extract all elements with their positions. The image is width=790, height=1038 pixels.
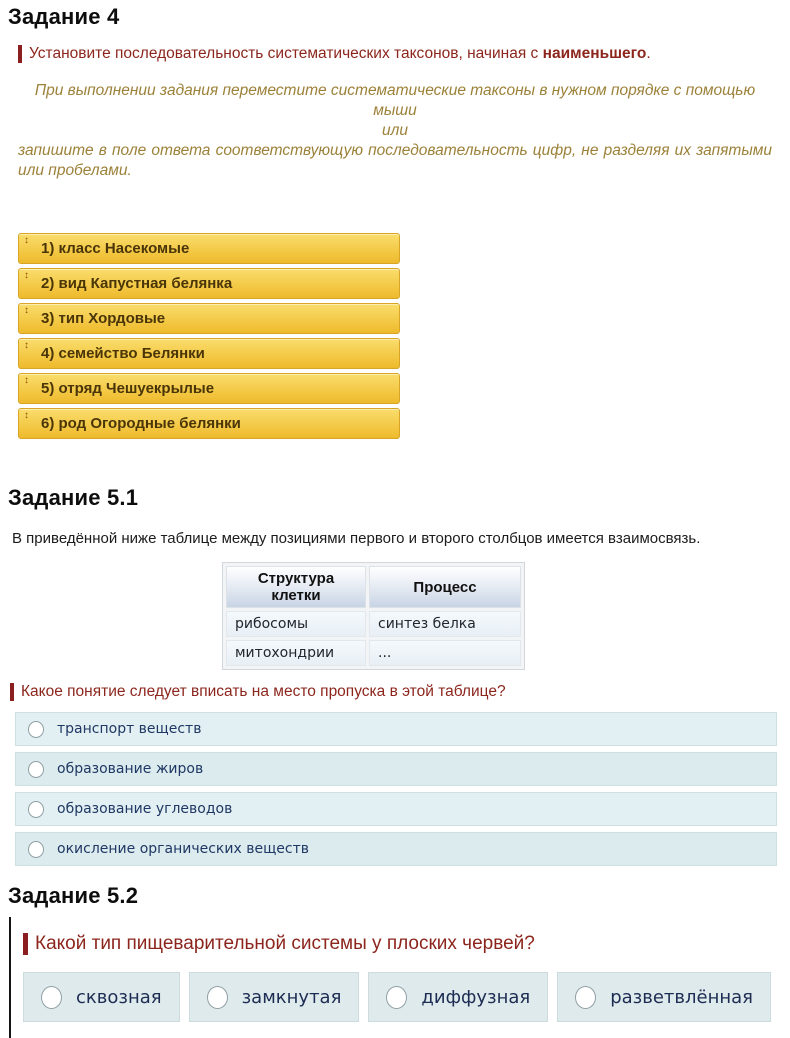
task-4-title: Задание 4: [8, 4, 120, 29]
drag-item-1[interactable]: [18, 233, 400, 264]
task-5-1-question-text: Какое понятие следует вписать на место пропуска в этой таблице?: [21, 683, 506, 700]
table-cell: ...: [369, 640, 521, 666]
answer-option-2[interactable]: [15, 752, 777, 786]
answer-option-1[interactable]: [23, 972, 180, 1022]
radio-icon[interactable]: [386, 986, 407, 1009]
drag-item-4[interactable]: [18, 338, 400, 369]
task-4-question-text: [29, 44, 651, 64]
answer-option-label: замкнутая: [241, 986, 342, 1008]
answer-option-2[interactable]: [189, 972, 360, 1022]
task-5-1-question: [10, 682, 782, 702]
drag-item-6[interactable]: [18, 408, 400, 439]
answer-option-label: образование углеводов: [57, 801, 233, 817]
drag-handle-icon[interactable]: ↕: [24, 340, 29, 351]
instruction-line-2: или: [382, 122, 408, 139]
drag-handle-icon[interactable]: ↕: [24, 305, 29, 316]
radio-icon[interactable]: [28, 801, 44, 818]
drag-item-label: 5) отряд Чешуекрылые: [41, 380, 215, 397]
answer-option-3[interactable]: [15, 792, 777, 826]
drag-handle-icon[interactable]: ↕: [24, 235, 29, 246]
drag-item-label: 1) класс Насекомые: [41, 240, 190, 257]
relation-table: [222, 562, 525, 670]
task-5-2-container: [9, 917, 782, 1038]
drag-handle-icon[interactable]: ↕: [24, 375, 29, 386]
question-text-end: .: [646, 45, 651, 62]
radio-icon[interactable]: [28, 761, 44, 778]
radio-icon[interactable]: [28, 841, 44, 858]
table-header-row: [226, 566, 521, 608]
answer-option-3[interactable]: [368, 972, 548, 1022]
task-5-2-options: [23, 972, 782, 1022]
task-4-instructions: [18, 81, 772, 181]
radio-icon[interactable]: [28, 721, 44, 738]
table-cell: синтез белка: [369, 611, 521, 637]
radio-icon[interactable]: [207, 986, 228, 1009]
task-5-1-intro: В приведённой ниже таблице между позициями первого и второго столбцов имеется взаимосвязь.: [12, 530, 701, 547]
question-text-start: Установите последовательность систематических таксонов, начиная с: [29, 45, 543, 62]
drag-item-label: 4) семейство Белянки: [41, 345, 205, 362]
answer-option-1[interactable]: [15, 712, 777, 746]
radio-icon[interactable]: [575, 986, 596, 1009]
answer-option-label: сквозная: [76, 986, 162, 1008]
table-row: [226, 611, 521, 637]
task-5-2-question-text: Какой тип пищеварительной системы у плоских червей?: [35, 933, 535, 954]
answer-option-4[interactable]: [557, 972, 771, 1022]
question-marker-bar: [23, 933, 28, 955]
drag-item-2[interactable]: [18, 268, 400, 299]
drag-item-3[interactable]: [18, 303, 400, 334]
drag-handle-icon[interactable]: ↕: [24, 410, 29, 421]
answer-option-label: транспорт веществ: [57, 721, 202, 737]
drag-item-5[interactable]: [18, 373, 400, 404]
radio-icon[interactable]: [41, 986, 62, 1009]
table-row: [226, 640, 521, 666]
answer-option-label: окисление органических веществ: [57, 841, 309, 857]
task-5-2-question: [23, 931, 782, 956]
table-cell: митохондрии: [226, 640, 366, 666]
task-4-question: [18, 44, 782, 64]
answer-option-label: образование жиров: [57, 761, 204, 777]
question-text-bold: наименьшего: [542, 45, 647, 62]
drag-item-label: 2) вид Капустная белянка: [41, 275, 233, 292]
task-5-2-title: Задание 5.2: [8, 883, 139, 908]
taxon-drag-list: [18, 233, 400, 439]
answer-option-label: разветвлённая: [610, 986, 753, 1008]
drag-handle-icon[interactable]: ↕: [24, 270, 29, 281]
drag-item-label: 3) тип Хордовые: [41, 310, 166, 327]
answer-option-label: диффузная: [421, 986, 531, 1008]
question-marker-bar: [10, 683, 14, 701]
instruction-line-1: При выполнении задания переместите систематические таксоны в нужном порядке с помощью мыши: [34, 82, 756, 119]
question-marker-bar: [18, 45, 22, 63]
answer-option-4[interactable]: [15, 832, 777, 866]
table-header-process: Процесс: [369, 566, 521, 608]
instruction-line-3: запишите в поле ответа соответствующую последовательность цифр, не разделяя их запятыми или пробелами.: [18, 142, 772, 179]
drag-item-label: 6) род Огородные белянки: [41, 415, 241, 432]
table-header-structure: Структура клетки: [226, 566, 366, 608]
table-cell: рибосомы: [226, 611, 366, 637]
task-5-1-options: [15, 712, 777, 866]
task-5-1-title: Задание 5.1: [8, 485, 139, 510]
